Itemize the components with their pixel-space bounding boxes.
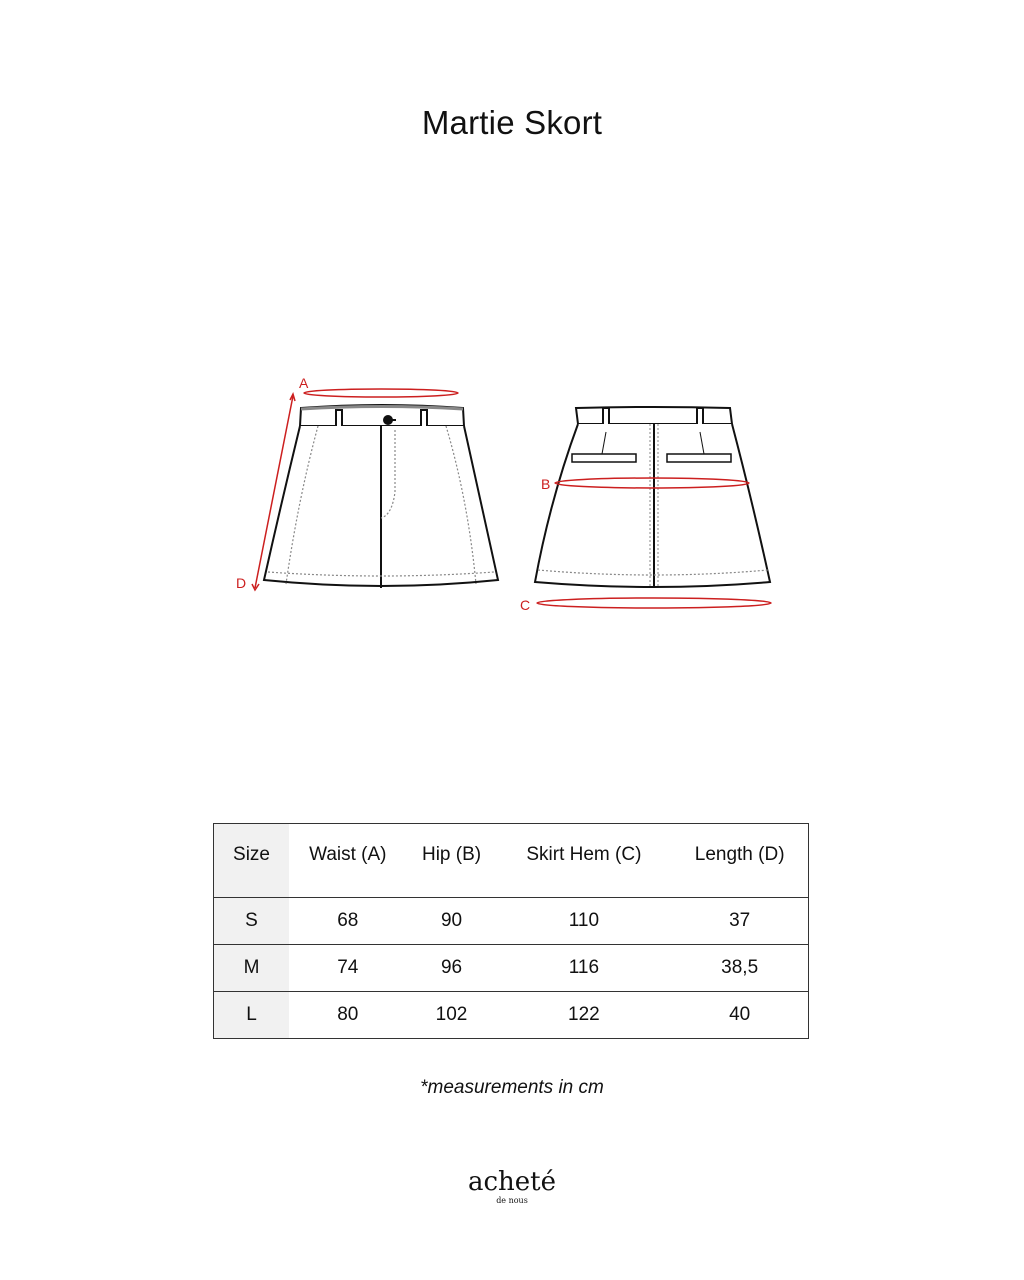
front-view-illustration [264,405,498,588]
header-waist: Waist (A) [309,844,387,865]
cell-size: S [214,898,290,945]
brand-logo [0,1168,1024,1205]
cell-waist: 68 [337,910,359,931]
cell-hem: 116 [568,957,600,978]
table-row [214,898,809,945]
label-b: B [541,476,551,492]
back-view-illustration [535,407,770,588]
cell-length: 38,5 [721,957,759,978]
header-hip: Hip (B) [421,844,482,865]
skort-diagram [0,360,1024,630]
table-row [214,992,809,1039]
cell-size: L [214,992,290,1039]
cell-waist: 74 [337,957,359,978]
header-length: Length (D) [694,844,785,865]
measurement-note: *measurements in cm [420,1077,604,1098]
label-d: D [236,575,247,591]
page-title: Martie Skort [421,104,603,141]
cell-length: 40 [729,1004,751,1025]
cell-length: 37 [729,910,751,931]
cell-hem: 110 [568,910,600,931]
label-a: A [299,375,309,391]
cell-size: M [214,945,290,992]
size-chart-table [213,823,809,1039]
brand-tagline: de nous [496,1196,528,1205]
table-row [214,945,809,992]
table-header-row [214,824,809,898]
cell-hip: 90 [440,910,463,931]
cell-waist: 80 [337,1004,359,1025]
header-size: Size [214,824,290,898]
hem-measure-line [537,598,771,608]
brand-name: acheté [467,1167,557,1197]
cell-hip: 96 [440,957,463,978]
waist-measure-line [304,389,458,397]
cell-hem: 122 [568,1004,600,1025]
header-hem: Skirt Hem (C) [526,844,642,865]
label-c: C [520,597,531,613]
cell-hip: 102 [435,1004,468,1025]
